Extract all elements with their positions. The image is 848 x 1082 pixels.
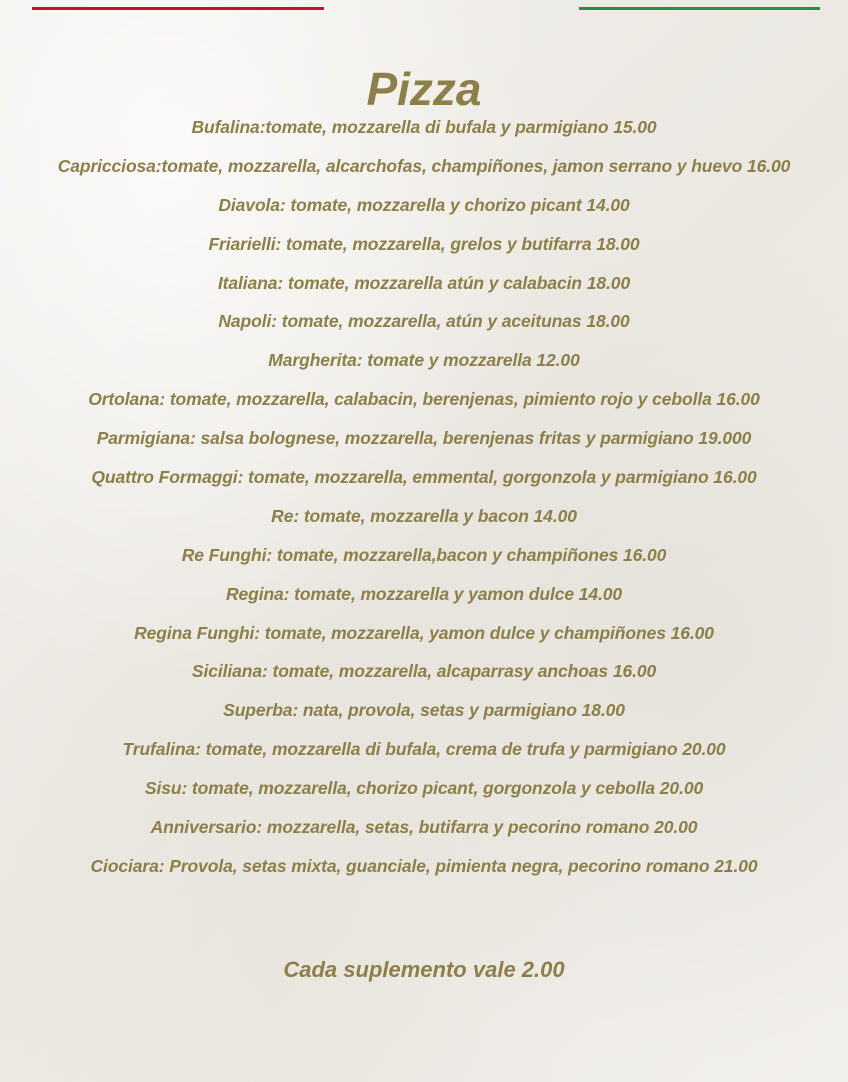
supplement-note: Cada suplemento vale 2.00 — [283, 957, 565, 982]
pizza-menu-list — [0, 108, 848, 886]
menu-item: Napoli: tomate, mozzarella, atún y aceitunas 18.00 — [218, 311, 630, 332]
menu-item: Diavola: tomate, mozzarella y chorizo picant 14.00 — [218, 194, 630, 215]
menu-item: Superba: nata, provola, setas y parmigiano 18.00 — [223, 700, 625, 721]
menu-item: Regina Funghi: tomate, mozzarella, yamon dulce y champiñones 16.00 — [134, 622, 714, 643]
menu-item: Sisu: tomate, mozzarella, chorizo picant, gorgonzola y cebolla 20.00 — [144, 778, 704, 799]
menu-item: Quattro Formaggi: tomate, mozzarella, emmental, gorgonzola y parmigiano 16.00 — [91, 467, 757, 488]
menu-title: Pizza — [366, 62, 482, 115]
menu-item: Capricciosa:tomate, mozzarella, alcarchofas, champiñones, jamon serrano y huevo 16.00 — [57, 155, 791, 176]
menu-item: Ciociara: Provola, setas mixta, guanciale, pimienta negra, pecorino romano 21.00 — [90, 855, 758, 876]
menu-item: Regina: tomate, mozzarella y yamon dulce 14.00 — [225, 583, 623, 604]
menu-item: Bufalina:tomate, mozzarella di bufala y parmigiano 15.00 — [191, 117, 657, 137]
menu-item: Re Funghi: tomate, mozzarella,bacon y champiñones 16.00 — [181, 544, 667, 565]
flag-stripe-green — [579, 7, 820, 10]
menu-item: Parmigiana: salsa bolognese, mozzarella, berenjenas fritas y parmigiano 19.000 — [96, 428, 752, 449]
menu-item: Margherita: tomate y mozzarella 12.00 — [268, 350, 580, 371]
menu-item: Friarielli: tomate, mozzarella, grelos y butifarra 18.00 — [208, 233, 640, 254]
menu-item: Siciliana: tomate, mozzarella, alcaparrasy anchoas 16.00 — [191, 661, 657, 682]
menu-item: Italiana: tomate, mozzarella atún y calabacin 18.00 — [217, 272, 631, 293]
menu-item: Re: tomate, mozzarella y bacon 14.00 — [271, 505, 577, 526]
menu-item: Ortolana: tomate, mozzarella, calabacin, berenjenas, pimiento rojo y cebolla 16.00 — [88, 389, 760, 410]
flag-stripe-red — [32, 7, 324, 10]
menu-item: Trufalina: tomate, mozzarella di bufala, crema de trufa y parmigiano 20.00 — [122, 739, 726, 760]
menu-item: Anniversario: mozzarella, setas, butifarra y pecorino romano 20.00 — [150, 817, 698, 838]
